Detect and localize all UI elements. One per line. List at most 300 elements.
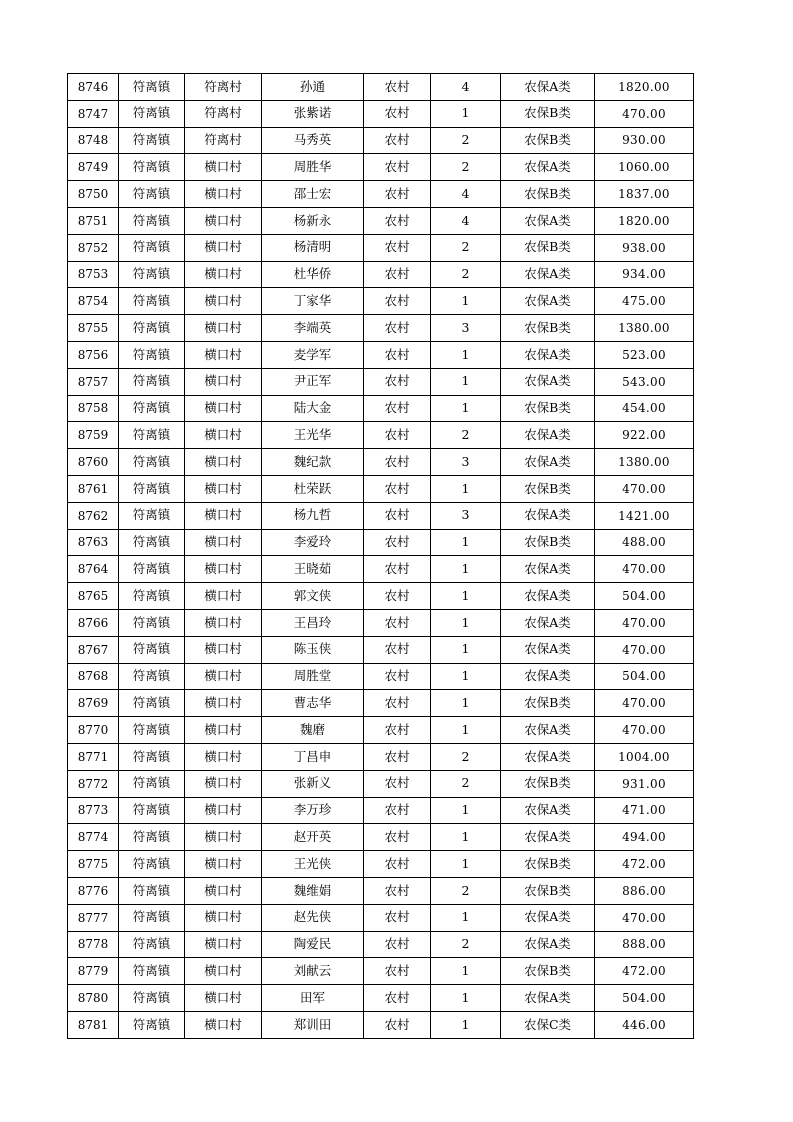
cell-amount: 504.00 [595,583,694,610]
cell-insurance-type: 农保A类 [501,717,595,744]
cell-village: 横口村 [185,770,262,797]
cell-village: 横口村 [185,475,262,502]
cell-household-count: 2 [431,770,501,797]
cell-record-id: 8752 [68,234,119,261]
cell-insurance-type: 农保A类 [501,449,595,476]
cell-village: 横口村 [185,851,262,878]
table-row [68,851,694,878]
cell-amount: 938.00 [595,234,694,261]
cell-village: 横口村 [185,958,262,985]
cell-insurance-type: 农保A类 [501,931,595,958]
cell-town: 符离镇 [119,985,185,1012]
cell-name: 陶爱民 [262,931,364,958]
cell-record-id: 8779 [68,958,119,985]
cell-town: 符离镇 [119,609,185,636]
cell-record-id: 8772 [68,770,119,797]
cell-name: 王晓茹 [262,556,364,583]
cell-village: 横口村 [185,234,262,261]
table-row [68,368,694,395]
cell-amount: 446.00 [595,1011,694,1038]
cell-town: 符离镇 [119,449,185,476]
cell-amount: 470.00 [595,717,694,744]
cell-amount: 504.00 [595,663,694,690]
cell-name: 魏磨 [262,717,364,744]
cell-category: 农村 [364,74,431,101]
cell-insurance-type: 农保A类 [501,556,595,583]
cell-record-id: 8770 [68,717,119,744]
cell-household-count: 2 [431,234,501,261]
cell-amount: 888.00 [595,931,694,958]
cell-amount: 471.00 [595,797,694,824]
cell-record-id: 8781 [68,1011,119,1038]
cell-town: 符离镇 [119,904,185,931]
cell-record-id: 8774 [68,824,119,851]
table-row [68,636,694,663]
cell-category: 农村 [364,234,431,261]
table-row [68,475,694,502]
cell-household-count: 3 [431,315,501,342]
cell-village: 横口村 [185,395,262,422]
table-row [68,877,694,904]
cell-town: 符离镇 [119,797,185,824]
cell-name: 赵开英 [262,824,364,851]
cell-name: 王光侠 [262,851,364,878]
cell-amount: 1380.00 [595,315,694,342]
cell-village: 横口村 [185,931,262,958]
cell-name: 田军 [262,985,364,1012]
table-row [68,207,694,234]
cell-household-count: 2 [431,422,501,449]
cell-name: 杨清明 [262,234,364,261]
cell-record-id: 8773 [68,797,119,824]
table-row [68,609,694,636]
cell-village: 横口村 [185,207,262,234]
cell-category: 农村 [364,475,431,502]
cell-name: 郑训田 [262,1011,364,1038]
cell-insurance-type: 农保A类 [501,743,595,770]
cell-village: 横口村 [185,422,262,449]
cell-household-count: 2 [431,877,501,904]
cell-record-id: 8760 [68,449,119,476]
cell-record-id: 8776 [68,877,119,904]
cell-household-count: 1 [431,100,501,127]
table-row [68,315,694,342]
cell-name: 郭文侠 [262,583,364,610]
cell-village: 横口村 [185,261,262,288]
cell-record-id: 8767 [68,636,119,663]
cell-name: 陆大金 [262,395,364,422]
cell-category: 农村 [364,904,431,931]
cell-amount: 1820.00 [595,207,694,234]
cell-name: 魏纪款 [262,449,364,476]
cell-category: 农村 [364,154,431,181]
cell-record-id: 8750 [68,181,119,208]
cell-household-count: 1 [431,904,501,931]
cell-household-count: 1 [431,583,501,610]
cell-village: 横口村 [185,181,262,208]
cell-record-id: 8771 [68,743,119,770]
cell-record-id: 8749 [68,154,119,181]
cell-town: 符离镇 [119,958,185,985]
table-row [68,958,694,985]
table-row [68,261,694,288]
cell-town: 符离镇 [119,154,185,181]
cell-amount: 934.00 [595,261,694,288]
cell-town: 符离镇 [119,556,185,583]
table-row [68,341,694,368]
cell-record-id: 8780 [68,985,119,1012]
cell-village: 横口村 [185,529,262,556]
cell-record-id: 8777 [68,904,119,931]
cell-category: 农村 [364,261,431,288]
cell-household-count: 1 [431,824,501,851]
cell-category: 农村 [364,368,431,395]
cell-category: 农村 [364,207,431,234]
cell-town: 符离镇 [119,743,185,770]
cell-category: 农村 [364,958,431,985]
cell-insurance-type: 农保B类 [501,234,595,261]
cell-household-count: 1 [431,395,501,422]
cell-village: 横口村 [185,154,262,181]
cell-town: 符离镇 [119,877,185,904]
cell-insurance-type: 农保B类 [501,475,595,502]
cell-town: 符离镇 [119,288,185,315]
cell-village: 符离村 [185,100,262,127]
cell-category: 农村 [364,931,431,958]
cell-category: 农村 [364,824,431,851]
table-row [68,556,694,583]
cell-insurance-type: 农保B类 [501,315,595,342]
table-row [68,395,694,422]
cell-insurance-type: 农保B类 [501,100,595,127]
cell-insurance-type: 农保A类 [501,904,595,931]
cell-town: 符离镇 [119,1011,185,1038]
cell-village: 横口村 [185,502,262,529]
cell-household-count: 4 [431,181,501,208]
cell-amount: 931.00 [595,770,694,797]
cell-village: 横口村 [185,609,262,636]
table-row [68,74,694,101]
cell-name: 王光华 [262,422,364,449]
cell-town: 符离镇 [119,663,185,690]
cell-amount: 488.00 [595,529,694,556]
cell-amount: 470.00 [595,636,694,663]
cell-category: 农村 [364,609,431,636]
cell-insurance-type: 农保B类 [501,690,595,717]
cell-town: 符离镇 [119,74,185,101]
table-row [68,797,694,824]
cell-amount: 1421.00 [595,502,694,529]
cell-category: 农村 [364,690,431,717]
cell-insurance-type: 农保C类 [501,1011,595,1038]
cell-town: 符离镇 [119,234,185,261]
table-row [68,690,694,717]
cell-record-id: 8761 [68,475,119,502]
cell-name: 魏维娟 [262,877,364,904]
cell-household-count: 1 [431,1011,501,1038]
cell-village: 横口村 [185,797,262,824]
cell-record-id: 8748 [68,127,119,154]
table-row [68,529,694,556]
cell-insurance-type: 农保B类 [501,181,595,208]
cell-record-id: 8755 [68,315,119,342]
cell-amount: 1820.00 [595,74,694,101]
cell-amount: 494.00 [595,824,694,851]
cell-insurance-type: 农保A类 [501,74,595,101]
cell-village: 横口村 [185,717,262,744]
cell-category: 农村 [364,717,431,744]
table-row [68,422,694,449]
cell-village: 横口村 [185,985,262,1012]
cell-village: 横口村 [185,690,262,717]
cell-household-count: 3 [431,502,501,529]
table-row [68,502,694,529]
table-row [68,127,694,154]
cell-household-count: 2 [431,931,501,958]
cell-village: 横口村 [185,556,262,583]
cell-name: 李爱玲 [262,529,364,556]
cell-amount: 470.00 [595,100,694,127]
cell-insurance-type: 农保B类 [501,770,595,797]
table-row [68,985,694,1012]
cell-amount: 1060.00 [595,154,694,181]
cell-category: 农村 [364,556,431,583]
cell-amount: 504.00 [595,985,694,1012]
cell-name: 马秀英 [262,127,364,154]
cell-category: 农村 [364,851,431,878]
cell-town: 符离镇 [119,717,185,744]
cell-town: 符离镇 [119,690,185,717]
cell-category: 农村 [364,395,431,422]
cell-name: 杜荣跃 [262,475,364,502]
cell-village: 横口村 [185,877,262,904]
cell-household-count: 1 [431,288,501,315]
table-row [68,663,694,690]
cell-category: 农村 [364,636,431,663]
benefit-table [67,73,694,1039]
cell-insurance-type: 农保A类 [501,636,595,663]
cell-household-count: 1 [431,717,501,744]
cell-record-id: 8762 [68,502,119,529]
table-row [68,288,694,315]
cell-insurance-type: 农保A类 [501,154,595,181]
cell-village: 符离村 [185,74,262,101]
cell-record-id: 8747 [68,100,119,127]
cell-village: 横口村 [185,288,262,315]
cell-household-count: 1 [431,636,501,663]
table-row [68,181,694,208]
cell-name: 曹志华 [262,690,364,717]
cell-name: 李端英 [262,315,364,342]
cell-village: 横口村 [185,449,262,476]
cell-category: 农村 [364,663,431,690]
table-row [68,100,694,127]
cell-village: 横口村 [185,368,262,395]
cell-amount: 472.00 [595,851,694,878]
cell-record-id: 8764 [68,556,119,583]
cell-amount: 523.00 [595,341,694,368]
cell-amount: 930.00 [595,127,694,154]
cell-household-count: 1 [431,368,501,395]
cell-category: 农村 [364,985,431,1012]
cell-amount: 470.00 [595,904,694,931]
cell-record-id: 8759 [68,422,119,449]
cell-insurance-type: 农保B类 [501,395,595,422]
cell-name: 周胜堂 [262,663,364,690]
cell-town: 符离镇 [119,261,185,288]
cell-amount: 472.00 [595,958,694,985]
cell-name: 陈玉侠 [262,636,364,663]
table-row [68,449,694,476]
cell-record-id: 8765 [68,583,119,610]
table-row [68,931,694,958]
cell-category: 农村 [364,797,431,824]
cell-name: 杨新永 [262,207,364,234]
cell-name: 孙通 [262,74,364,101]
cell-category: 农村 [364,502,431,529]
cell-town: 符离镇 [119,851,185,878]
cell-town: 符离镇 [119,636,185,663]
cell-name: 刘献云 [262,958,364,985]
cell-name: 麦学军 [262,341,364,368]
cell-household-count: 3 [431,449,501,476]
cell-household-count: 1 [431,985,501,1012]
cell-town: 符离镇 [119,502,185,529]
cell-insurance-type: 农保A类 [501,368,595,395]
cell-record-id: 8766 [68,609,119,636]
cell-town: 符离镇 [119,207,185,234]
table-row [68,904,694,931]
cell-category: 农村 [364,341,431,368]
table-row [68,583,694,610]
cell-town: 符离镇 [119,181,185,208]
cell-category: 农村 [364,877,431,904]
cell-town: 符离镇 [119,341,185,368]
cell-insurance-type: 农保A类 [501,663,595,690]
cell-record-id: 8754 [68,288,119,315]
cell-insurance-type: 农保A类 [501,422,595,449]
cell-amount: 475.00 [595,288,694,315]
cell-amount: 1004.00 [595,743,694,770]
cell-record-id: 8753 [68,261,119,288]
cell-record-id: 8775 [68,851,119,878]
cell-town: 符离镇 [119,529,185,556]
cell-village: 横口村 [185,315,262,342]
cell-insurance-type: 农保B类 [501,529,595,556]
cell-record-id: 8756 [68,341,119,368]
cell-name: 周胜华 [262,154,364,181]
cell-name: 杨九哲 [262,502,364,529]
cell-name: 杜华侨 [262,261,364,288]
cell-category: 农村 [364,315,431,342]
cell-insurance-type: 农保B类 [501,851,595,878]
cell-village: 横口村 [185,636,262,663]
cell-household-count: 2 [431,261,501,288]
cell-village: 横口村 [185,1011,262,1038]
cell-household-count: 1 [431,475,501,502]
cell-amount: 543.00 [595,368,694,395]
cell-town: 符离镇 [119,475,185,502]
cell-household-count: 2 [431,127,501,154]
cell-household-count: 2 [431,743,501,770]
cell-amount: 454.00 [595,395,694,422]
cell-household-count: 1 [431,529,501,556]
cell-category: 农村 [364,127,431,154]
cell-village: 横口村 [185,583,262,610]
cell-category: 农村 [364,529,431,556]
cell-town: 符离镇 [119,422,185,449]
cell-town: 符离镇 [119,770,185,797]
cell-town: 符离镇 [119,395,185,422]
cell-insurance-type: 农保A类 [501,502,595,529]
cell-insurance-type: 农保A类 [501,824,595,851]
cell-category: 农村 [364,1011,431,1038]
cell-household-count: 1 [431,958,501,985]
table-row [68,770,694,797]
cell-record-id: 8758 [68,395,119,422]
cell-name: 张新义 [262,770,364,797]
cell-household-count: 4 [431,74,501,101]
cell-record-id: 8746 [68,74,119,101]
cell-village: 符离村 [185,127,262,154]
cell-record-id: 8769 [68,690,119,717]
cell-household-count: 1 [431,663,501,690]
table-row [68,824,694,851]
table-row [68,154,694,181]
cell-name: 李万珍 [262,797,364,824]
cell-insurance-type: 农保B类 [501,958,595,985]
cell-household-count: 1 [431,690,501,717]
cell-category: 农村 [364,422,431,449]
cell-village: 横口村 [185,341,262,368]
cell-town: 符离镇 [119,824,185,851]
table-row [68,1011,694,1038]
cell-insurance-type: 农保A类 [501,341,595,368]
cell-insurance-type: 农保A类 [501,261,595,288]
cell-record-id: 8778 [68,931,119,958]
cell-amount: 470.00 [595,609,694,636]
cell-insurance-type: 农保A类 [501,583,595,610]
cell-household-count: 1 [431,609,501,636]
cell-insurance-type: 农保A类 [501,207,595,234]
cell-amount: 922.00 [595,422,694,449]
cell-town: 符离镇 [119,315,185,342]
cell-category: 农村 [364,100,431,127]
cell-town: 符离镇 [119,100,185,127]
cell-household-count: 1 [431,341,501,368]
cell-name: 赵先侠 [262,904,364,931]
cell-category: 农村 [364,181,431,208]
cell-household-count: 2 [431,154,501,181]
cell-insurance-type: 农保A类 [501,985,595,1012]
cell-insurance-type: 农保A类 [501,797,595,824]
cell-category: 农村 [364,770,431,797]
cell-name: 丁家华 [262,288,364,315]
cell-amount: 470.00 [595,556,694,583]
cell-name: 王昌玲 [262,609,364,636]
cell-name: 张紫诺 [262,100,364,127]
cell-insurance-type: 农保B类 [501,877,595,904]
cell-household-count: 4 [431,207,501,234]
cell-insurance-type: 农保B类 [501,127,595,154]
cell-insurance-type: 农保A类 [501,609,595,636]
cell-category: 农村 [364,288,431,315]
table-row [68,743,694,770]
cell-record-id: 8768 [68,663,119,690]
table-row [68,234,694,261]
cell-category: 农村 [364,449,431,476]
cell-town: 符离镇 [119,931,185,958]
